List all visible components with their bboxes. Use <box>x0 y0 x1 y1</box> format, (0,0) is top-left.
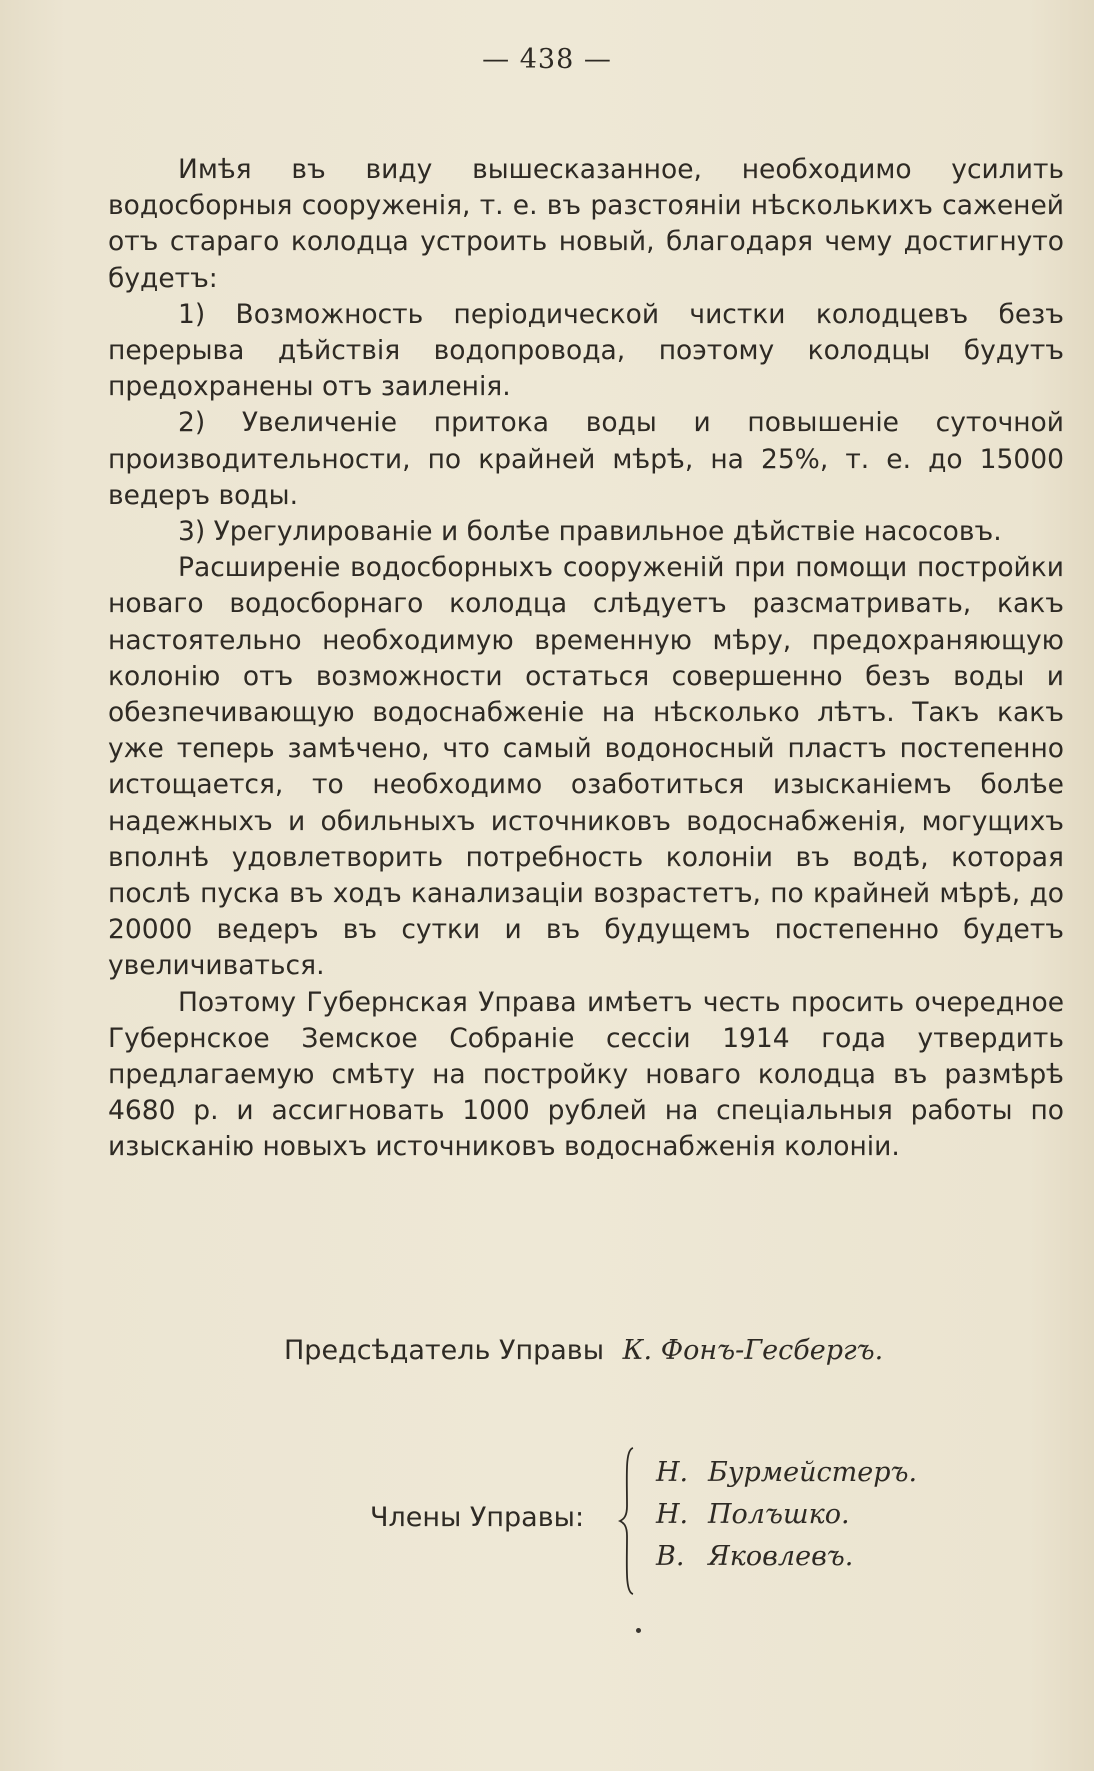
members-label: Члены Управы: <box>370 1502 585 1533</box>
paragraph-item-3: 3) Урегулированіе и болѣе правильное дѣйствіе насосовъ. <box>178 516 1002 548</box>
member-line <box>656 1452 917 1494</box>
member-initial: Н. <box>656 1457 689 1488</box>
paragraph-item-1: 1) Возможность періодической чистки колодцевъ безъ перерыва дѣйствія водопровода, поэтому колодцы будутъ предохранены отъ заиленія. <box>108 298 1064 403</box>
member-surname: Яковлевъ. <box>708 1541 854 1572</box>
member-surname: Бурмейстеръ. <box>708 1457 918 1488</box>
ink-dot <box>636 1628 641 1633</box>
members-list <box>656 1452 917 1578</box>
paragraph-intro: Имѣя въ виду вышесказанное, необходимо усилить водосборныя сооруженія, т. е. въ разстояніи нѣсколькихъ саженей отъ стараго колодца устроить новый, благодаря чему достигнуто будетъ: <box>108 154 1064 294</box>
page-number: — 438 — <box>482 44 612 75</box>
paragraph-item-2: 2) Увеличеніе притока воды и повышеніе суточной производительности, по крайней мѣрѣ, на 25%, т. е. до 15000 ведеръ воды. <box>108 407 1064 511</box>
body-text <box>108 152 1064 1166</box>
paragraph-expansion: Расширеніе водосборныхъ сооруженій при помощи постройки новаго водосборнаго колодца слѣдуетъ разсматривать, какъ настоятельно необходимую временную мѣру, предохраняющую колонію отъ возможности остаться совершенно безъ воды и обезпечивающую водоснабженіе на нѣсколько лѣтъ. Такъ какъ уже теперь замѣчено, что самый водоносный пластъ постепенно истощается, то необходимо озаботиться изысканіемъ болѣе надежныхъ и обильныхъ источниковъ водоснабженія, могущихъ вполнѣ удовлетворить потребность колоніи въ водѣ, которая послѣ пуска въ ходъ канализаціи возрастетъ, по крайней мѣрѣ, до 20000 ведеръ въ сутки и въ будущемъ постепенно будетъ увеличиваться. <box>108 552 1064 982</box>
member-initial: Н. <box>656 1499 689 1530</box>
member-line <box>656 1536 917 1578</box>
member-surname: Полъшко. <box>708 1499 850 1530</box>
chairman-signature: К. Фонъ-Гесбергъ. <box>622 1335 884 1366</box>
curly-brace-icon <box>618 1446 636 1596</box>
member-line <box>656 1494 917 1536</box>
member-initial: В. <box>656 1541 685 1572</box>
paragraph-request: Поэтому Губернская Управа имѣетъ честь просить очередное Губернское Земское Собраніе сессіи 1914 года утвердить предлагаемую смѣту на постройку новаго колодца въ размѣрѣ 4680 р. и ассигновать 1000 рублей на спеціальныя работы по изысканію новыхъ источниковъ водоснабженія колоніи. <box>108 986 1064 1163</box>
chairman-title: Предсѣдатель Управы <box>284 1335 605 1366</box>
chairman-line <box>284 1335 1064 1366</box>
